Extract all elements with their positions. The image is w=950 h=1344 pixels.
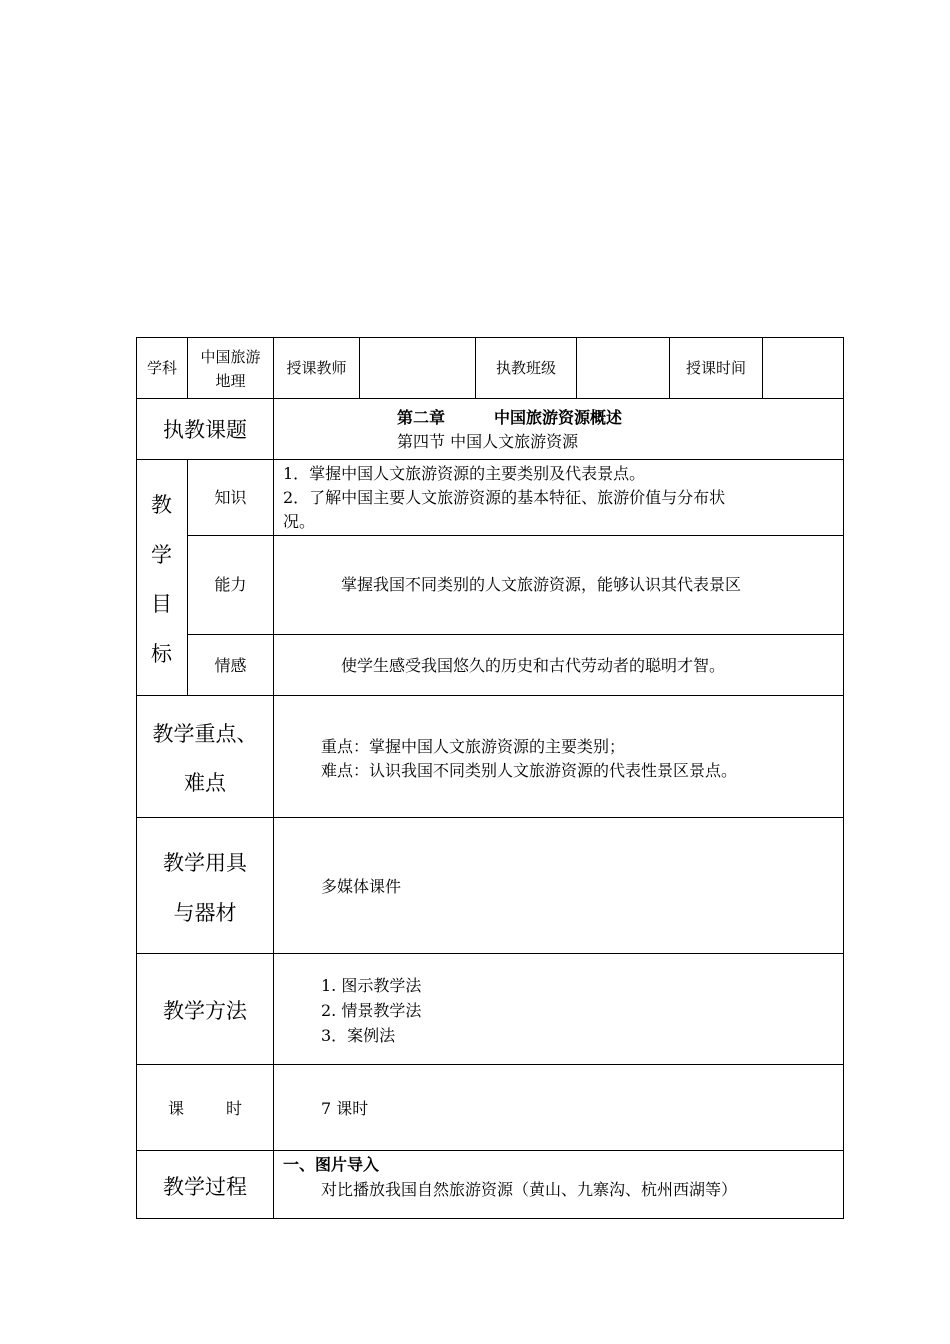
objectives-label-char-4: 标 <box>151 642 172 666</box>
process-text: 对比播放我国自然旅游资源（黄山、九寨沟、杭州西湖等） <box>321 1180 738 1199</box>
methods-label: 教学方法 <box>163 999 247 1023</box>
method-item-3: 3．案例法 <box>321 1026 396 1045</box>
emotion-label: 情感 <box>214 656 247 675</box>
ability-text: 掌握我国不同类别的人文旅游资源，能够认识其代表景区 <box>341 575 742 594</box>
subject-value-line1: 中国旅游 <box>200 348 261 366</box>
knowledge-label: 知识 <box>214 488 247 507</box>
hours-label-b: 时 <box>226 1099 243 1118</box>
teacher-label: 授课教师 <box>286 359 347 377</box>
hours-label-a: 课 <box>168 1099 185 1118</box>
objectives-label-char-3: 目 <box>151 592 172 616</box>
ability-label: 能力 <box>214 575 247 594</box>
section-title: 第四节 中国人文旅游资源 <box>397 432 579 451</box>
subject-label: 学科 <box>146 359 177 377</box>
tools-label-line2: 与器材 <box>173 901 237 925</box>
objectives-label-char-1: 教 <box>151 493 172 517</box>
chapter-number: 第二章 <box>397 408 446 427</box>
objectives-label-char-2: 学 <box>151 543 172 567</box>
subject-value-line2: 地理 <box>215 372 246 390</box>
knowledge-line-3: 况。 <box>283 512 316 531</box>
process-label: 教学过程 <box>163 1175 247 1199</box>
tools-value: 多媒体课件 <box>321 877 402 896</box>
class-label: 执教班级 <box>495 359 556 377</box>
time-label: 授课时间 <box>685 359 746 377</box>
keypoints-label-line1: 教学重点、 <box>152 722 258 746</box>
keypoints-label-line2: 难点 <box>184 771 226 795</box>
knowledge-line-2: 2．了解中国主要人文旅游资源的基本特征、旅游价值与分布状 <box>283 488 726 507</box>
chapter-title: 中国旅游资源概述 <box>494 408 623 427</box>
hours-value: 7 课时 <box>321 1099 369 1118</box>
difficult-point-text: 难点：认识我国不同类别人文旅游资源的代表性景区景点。 <box>321 761 738 780</box>
key-point-text: 重点：掌握中国人文旅游资源的主要类别； <box>321 737 626 756</box>
method-item-1: 1. 图示教学法 <box>321 976 422 995</box>
process-heading: 一、图片导入 <box>283 1155 380 1174</box>
emotion-text: 使学生感受我国悠久的历史和古代劳动者的聪明才智。 <box>341 656 726 675</box>
method-item-2: 2. 情景教学法 <box>321 1001 422 1020</box>
tools-label-line1: 教学用具 <box>163 851 247 875</box>
topic-label: 执教课题 <box>163 418 247 442</box>
knowledge-line-1: 1．掌握中国人文旅游资源的主要类别及代表景点。 <box>283 464 646 483</box>
